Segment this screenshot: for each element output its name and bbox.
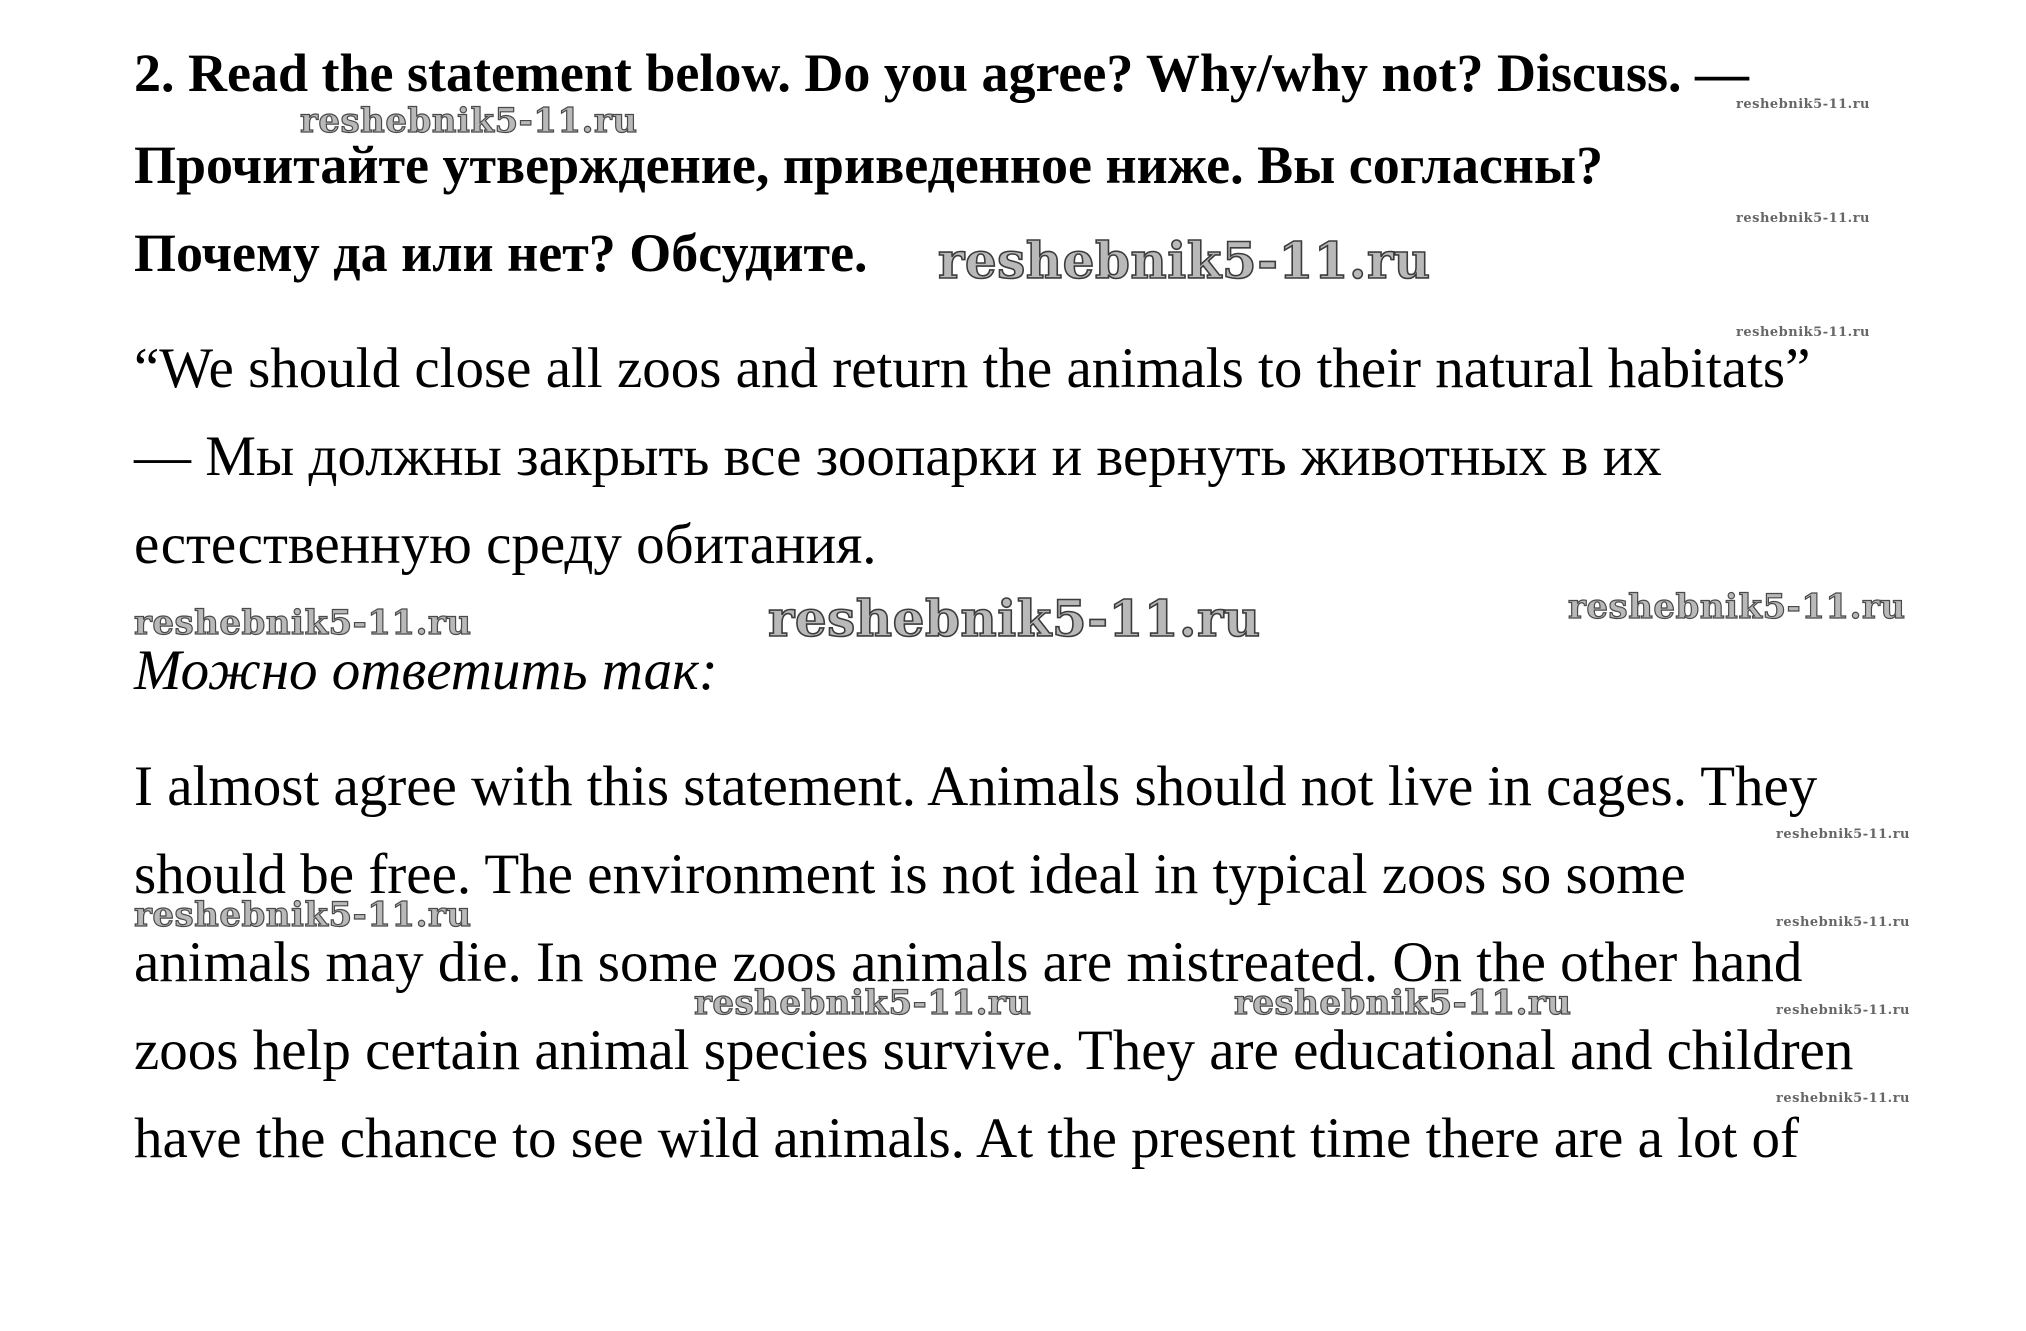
statement-line-1: “We should close all zoos and return the animals to their natural habitats”	[134, 337, 1811, 400]
watermark: reshebnik5-11.ru	[694, 983, 1032, 1023]
answer-intro: Можно ответить так:	[134, 639, 718, 702]
watermark-small: reshebnik5-11.ru	[1736, 325, 1871, 340]
task-heading-line-2: Прочитайте утверждение, приведенное ниже. Вы согласны?	[134, 135, 1604, 195]
answer-line-1: I almost agree with this statement. Animals should not live in cages. They	[134, 755, 1818, 818]
watermark-small: reshebnik5-11.ru	[1736, 97, 1871, 112]
watermark: reshebnik5-11.ru	[134, 895, 472, 935]
watermark-small: reshebnik5-11.ru	[1776, 915, 1911, 930]
statement-line-3: естественную среду обитания.	[134, 513, 877, 576]
statement-line-2: — Мы должны закрыть все зоопарки и вернуть животных в их	[134, 425, 1662, 488]
watermark: reshebnik5-11.ru	[134, 603, 472, 643]
watermark-small: reshebnik5-11.ru	[1736, 211, 1871, 226]
answer-line-4: zoos help certain animal species survive. They are educational and children	[134, 1019, 1854, 1082]
answer-line-2: should be free. The environment is not ideal in typical zoos so some	[134, 843, 1686, 906]
task-heading-line-3: Почему да или нет? Обсудите.	[134, 223, 868, 283]
watermark: reshebnik5-11.ru	[1234, 983, 1572, 1023]
watermark-large: reshebnik5-11.ru	[938, 231, 1431, 290]
watermark: reshebnik5-11.ru	[1568, 587, 1906, 627]
watermark-small: reshebnik5-11.ru	[1776, 1091, 1911, 1106]
watermark: reshebnik5-11.ru	[300, 101, 638, 141]
watermark-large: reshebnik5-11.ru	[768, 589, 1261, 648]
watermark-small: reshebnik5-11.ru	[1776, 1003, 1911, 1018]
watermark-small: reshebnik5-11.ru	[1776, 827, 1911, 842]
answer-line-3: animals may die. In some zoos animals are mistreated. On the other hand	[134, 931, 1803, 994]
task-heading-line-1: 2. Read the statement below. Do you agree? Why/why not? Discuss. —	[134, 43, 1750, 103]
answer-line-5: have the chance to see wild animals. At the present time there are a lot of	[134, 1107, 1800, 1170]
